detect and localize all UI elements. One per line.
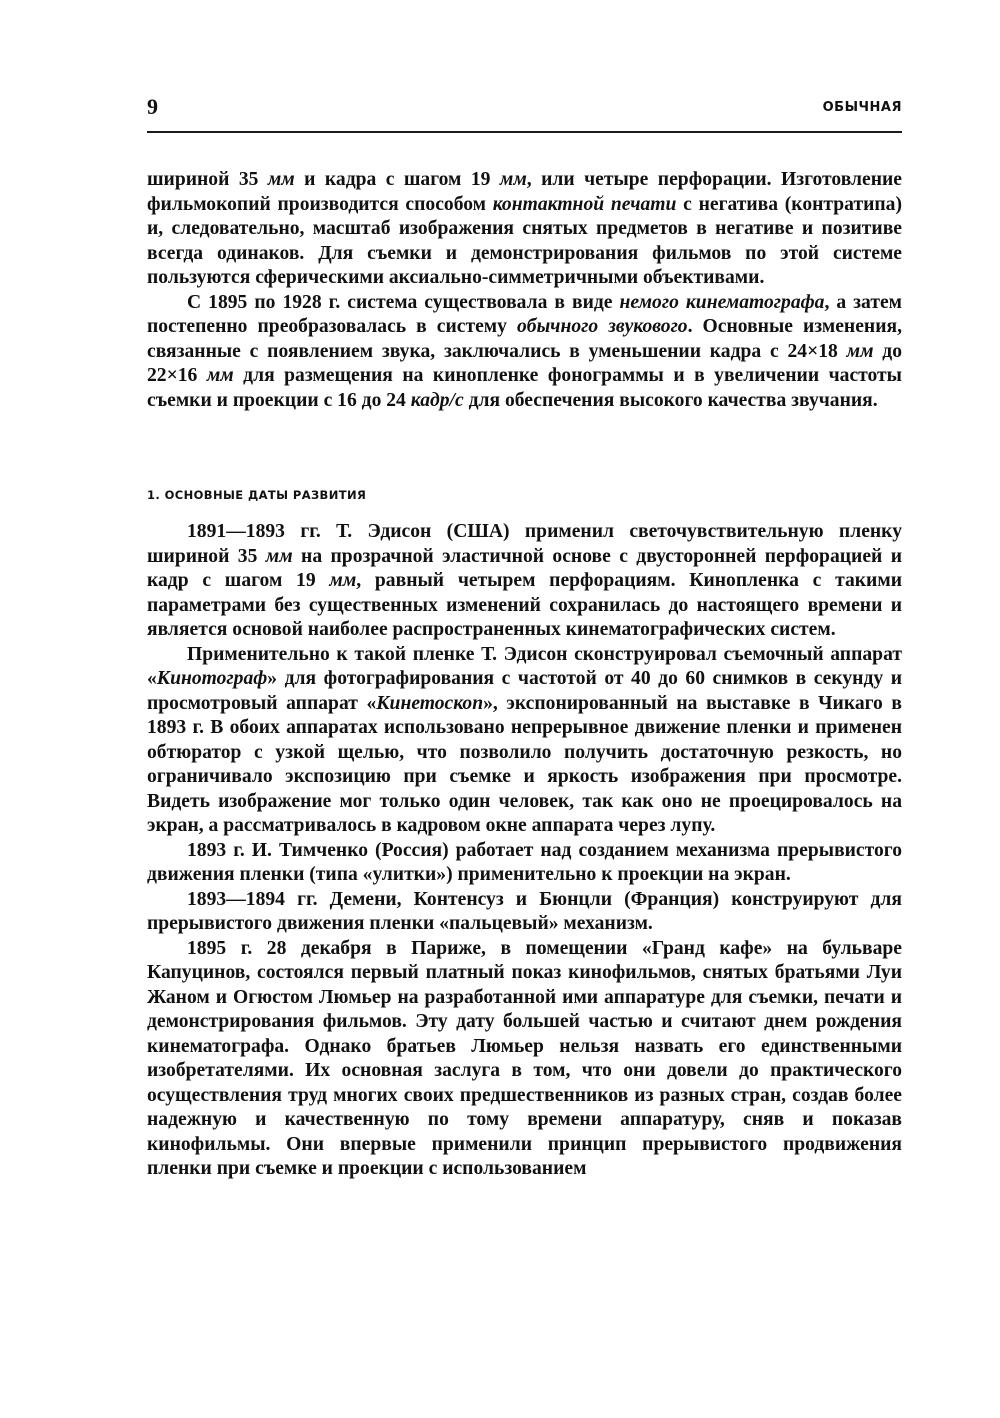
italic-unit: мм — [846, 340, 874, 362]
italic-term: контактной печати — [492, 193, 677, 215]
italic-unit: мм — [499, 169, 527, 190]
text-run: , а затем постепенно преобразовалась в систему — [147, 291, 903, 337]
section-paragraph-2 — [147, 643, 902, 839]
text-run: с негатива (контратипа) и, следовательно, масштаб изображения снятых предметов в негативе и позитиве всегда одинаков. Для съемки и демонстрирования фильмов по этой системе пользуются сферическими аксиально-симметричными объективами. — [147, 193, 902, 288]
section-paragraph-1 — [147, 520, 902, 643]
section-heading: 1. ОСНОВНЫЕ ДАТЫ РАЗВИТИЯ — [147, 488, 367, 502]
text-run: », экспонированный на выставке в Чикаго в 1893 г. В обоих аппаратах использовано непрерывное движение пленки и применен обтюратор с узкой щелью, что позволило получить достаточную резкость, но ограничивало экспозицию при съемке и яркость изображения при просмотре. Видеть изображение мог только один человек, так как оно не проецировалось на экран, а рассматривалось в кадровом окне аппарата через лупу. — [147, 692, 902, 836]
intro-text — [147, 168, 902, 413]
header-rule — [147, 131, 902, 133]
italic-unit: мм — [329, 570, 357, 591]
text-run: на прозрачной эластичной основе с двусторонней перфорацией и кадр с шагом 19 — [147, 545, 902, 591]
text-run: , или четыре перфорации. Изготовление фильмокопий производится способом — [147, 169, 902, 215]
text-run: 1891—1893 гг. Т. Эдисон (США) применил светочувствительную пленку шириной 35 — [147, 521, 902, 567]
section-text — [147, 520, 902, 1182]
text-run: и кадра с шагом 19 — [294, 169, 500, 190]
text-run: шириной 35 — [147, 169, 268, 190]
italic-unit: мм — [265, 545, 293, 567]
italic-term: немого кинематографа — [619, 291, 825, 313]
italic-term: обычного звукового — [517, 316, 688, 337]
text-run: , равный четырем перфорациям. Кинопленка с такими параметрами без существенных изменений сохранилась до настоящего времени и является основой наиболее распространенных кинематографических систем. — [147, 570, 902, 640]
running-section-title: ОБЫЧНАЯ — [822, 100, 902, 115]
italic-device-name: Кинетоскоп — [376, 692, 484, 714]
section-paragraph-5: 1895 г. 28 декабря в Париже, в помещении «Гранд кафе» на бульваре Капуцинов, состоялся первый платный показ кинофильмов, снятых братьями Луи Жаном и Огюстом Люмьер на разработанной ими аппаратуре для съемки, печати и демонстрирования фильмов. Эту дату большей частью и считают днем рождения кинематографа. Однако братьев Люмьер нельзя назвать его единственными изобретателями. Их основная заслуга в том, что они довели до практического осуществления труд многих своих предшественников из разных стран, создав более надежную и качественную по тому времени аппаратуру, сняв и показав кинофильмы. Они впервые применили принцип прерывистого продвижения пленки при съемке и проекции с использованием — [147, 937, 902, 1179]
text-run: Применительно к такой пленке Т. Эдисон сконструировал съемочный аппарат « — [147, 643, 902, 689]
italic-unit: мм — [267, 169, 295, 190]
intro-paragraph-1 — [147, 168, 902, 291]
text-run: . Основные изменения, связанные с появлением звука, заключались в уменьшении кадра с 24×18 — [147, 316, 902, 362]
section-paragraph-4: 1893—1894 гг. Демени, Контенсуз и Бюнцли (Франция) конструируют для прерывистого движения пленки «пальцевый» механизм. — [147, 888, 902, 934]
running-head — [147, 92, 902, 122]
italic-unit: мм — [206, 365, 234, 386]
text-run: С 1895 по 1928 г. система существовала в виде — [187, 291, 620, 313]
section-paragraph-3: 1893 г. И. Тимченко (Россия) работает над созданием механизма прерывистого движения пленки (типа «улитки») применительно к проекции на экран. — [147, 839, 902, 885]
intro-paragraph-2 — [147, 291, 902, 414]
page-number: 9 — [147, 94, 158, 119]
text-run: до 22×16 — [147, 340, 903, 386]
text-run: для обеспечения высокого качества звучания. — [463, 389, 878, 411]
text-run: для размещения на кинопленке фонограммы и в увеличении частоты съемки и проекции с 16 до 24 — [147, 365, 902, 411]
text-run: » для фотографирования с частотой от 40 до 60 снимков в секунду и просмотровый аппарат « — [147, 668, 902, 714]
italic-unit: кадр/с — [410, 389, 464, 411]
italic-device-name: Кинотограф — [156, 668, 268, 689]
